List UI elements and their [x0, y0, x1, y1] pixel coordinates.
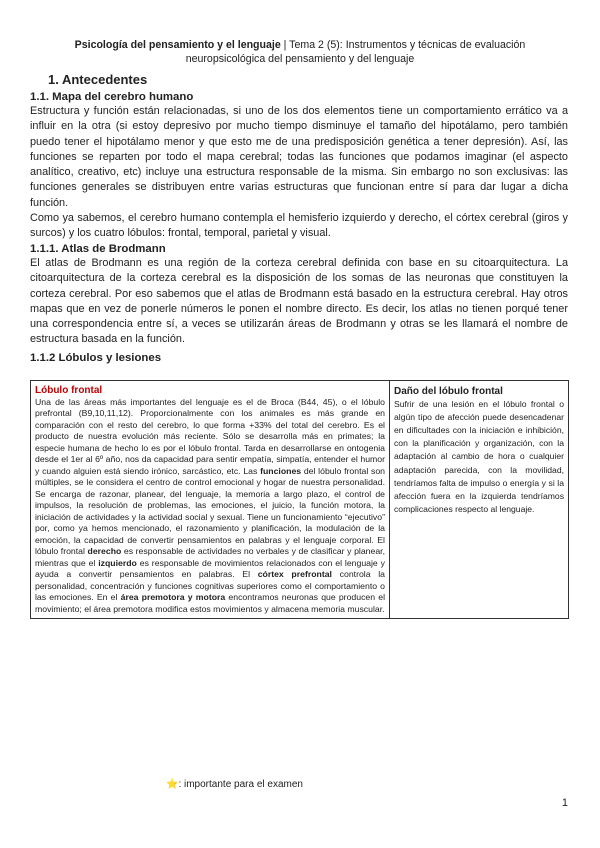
frontal-lobe-title: Lóbulo frontal — [35, 385, 103, 396]
lobulos-table — [30, 380, 569, 619]
frontal-damage-title: Daño del lóbulo frontal — [394, 386, 503, 397]
frontal-damage-text: Sufrir de una lesión en el lóbulo frontal o algún tipo de afección puede desencadenar en dificultades con la iniciación e inhibición, con la planificación y organización, con la adaptación al cambio de hora o cualquier adaptación parecida, con la movilidad, tendríamos falta de impulso o energía y si la afección fuera en la izquierda tendríamos complicaciones respecto al lenguaje. — [394, 399, 564, 514]
frontal-lobe-text: Una de las áreas más importantes del lenguaje es el de Broca (B44, 45), o el lóbulo prefrontal (B9,10,11,12). Proporcionalmente con los animales es más grande en comparación con el resto del cerebro, lo que forma +33% del total del cerebro. Es el producto de nuestra evolución más reciente. Sólo se desarrolla más en primates; la especie humana de hecho lo es por el lóbulo frontal. Tarda en desarrollarse en ontogenia desde el 1er al 6º año, nos da capacidad para sentir empatía, simpatía, entender el humor y cuando alguien está siendo irónico, sarcástico, etc. Las funciones del lóbulo frontal son múltiples, se le considera el centro de control emocional y hogar de nuestra personalidad. Se encarga de razonar, planear, del lenguaje, la memoria a largo plazo, el control de impulsos, la resolución de problemas, las emociones, el juicio, la función motora, la iniciación de actividades y la actividad social y sexual. Tiene un funcionamiento “ejecutivo” por, como ya hemos mencionado, el razonamiento y planificación, la modulación de la emoción, la capacidad de convertir pensamientos en palabras y el lenguaje corporal. El lóbulo frontal derecho es responsable de actividades no verbales y de clasificar y planear, mientras que el izquierdo es responsable de movimientos relacionados con el lenguaje y ayuda a convertir pensamientos en palabras. El córtex prefrontal controla la personalidad, concentración y funciones cognitivas superiores como el comportamiento o las emociones. En el área premotora y motora encontramos neuronas que producen el movimiento; el área premotora modifica estos movimientos y almacena memoria muscular. — [35, 396, 386, 614]
section-heading-antecedentes: 1. Antecedentes — [48, 72, 148, 87]
brodmann-paragraph: El atlas de Brodmann es una región de la corteza cerebral definida con base en su citoarquitectura. La citoarquitectura de la corteza cerebral es la disposición de los somas de las neuronas que constituyen la corteza cerebral. Por eso sabemos que el atlas de Brodmann está basado en la estructura cerebral. Hay otros mapas que en vez de ponerle números le ponen el nombre directo. Es decir, los atlas no tienen porqué tener una correspondencia entre sí, a veces se utilizarán áreas de Brodmann y otras se les llamará el nombre de estructura basada en la función. — [30, 257, 568, 346]
subsection-heading-brodmann: 1.1.1. Atlas de Brodmann — [30, 243, 166, 255]
subsection-heading-mapa: 1.1. Mapa del cerebro humano — [30, 91, 194, 103]
frontal-damage-cell — [390, 381, 569, 619]
page-header — [40, 38, 560, 66]
topic-title: | Tema 2 (5): Instrumentos y técnicas de evaluación neuropsicológica del pensamiento y del lenguaje — [185, 39, 526, 65]
mapa-text — [30, 104, 568, 242]
brodmann-text — [30, 256, 568, 348]
course-title: Psicología del pensamiento y el lenguaje — [74, 39, 281, 51]
subsection-heading-lobulos: 1.1.2 Lóbulos y lesiones — [30, 352, 162, 364]
term-izquierdo: izquierdo — [98, 557, 137, 568]
legend-text: : importante para el examen — [178, 779, 303, 790]
term-funciones: funciones — [260, 465, 302, 476]
mapa-paragraph-1: Estructura y función están relacionadas, si uno de los dos elementos tiene un comportamiento errático va a influir en la otra (si estoy depresivo por mucho tiempo disminuye el tamaño del hipotálamo, pero también puedo tener el hipotálamo menor y que esto me de una predisposición genética a tener depresión). Así, las funciones se reparten por todo el mapa cerebral; todas las funciones que podamos imaginar (el aspecto analítico, creativo, etc) incluye una estructura responsable de la misma. Sin embargo no son exclusivas: las funciones generales se distribuyen entre varias estructuras que funcionan entre sí para dar lugar a dicha función. — [30, 105, 568, 209]
page-number: 1 — [561, 797, 568, 809]
term-derecho: derecho — [87, 546, 122, 556]
mapa-paragraph-2: Como ya sabemos, el cerebro humano contempla el hemisferio izquierdo y derecho, el córtex cerebral (giros y surcos) y los cuatro lóbulos: frontal, temporal, parietal y visual. — [30, 212, 568, 240]
frontal-lobe-cell — [31, 381, 390, 619]
legend-note — [166, 779, 303, 790]
star-icon: ⭐ — [166, 779, 179, 790]
term-cortex-prefrontal: córtex prefrontal — [257, 569, 332, 579]
term-area-premotora: área premotora y motora — [120, 592, 226, 602]
